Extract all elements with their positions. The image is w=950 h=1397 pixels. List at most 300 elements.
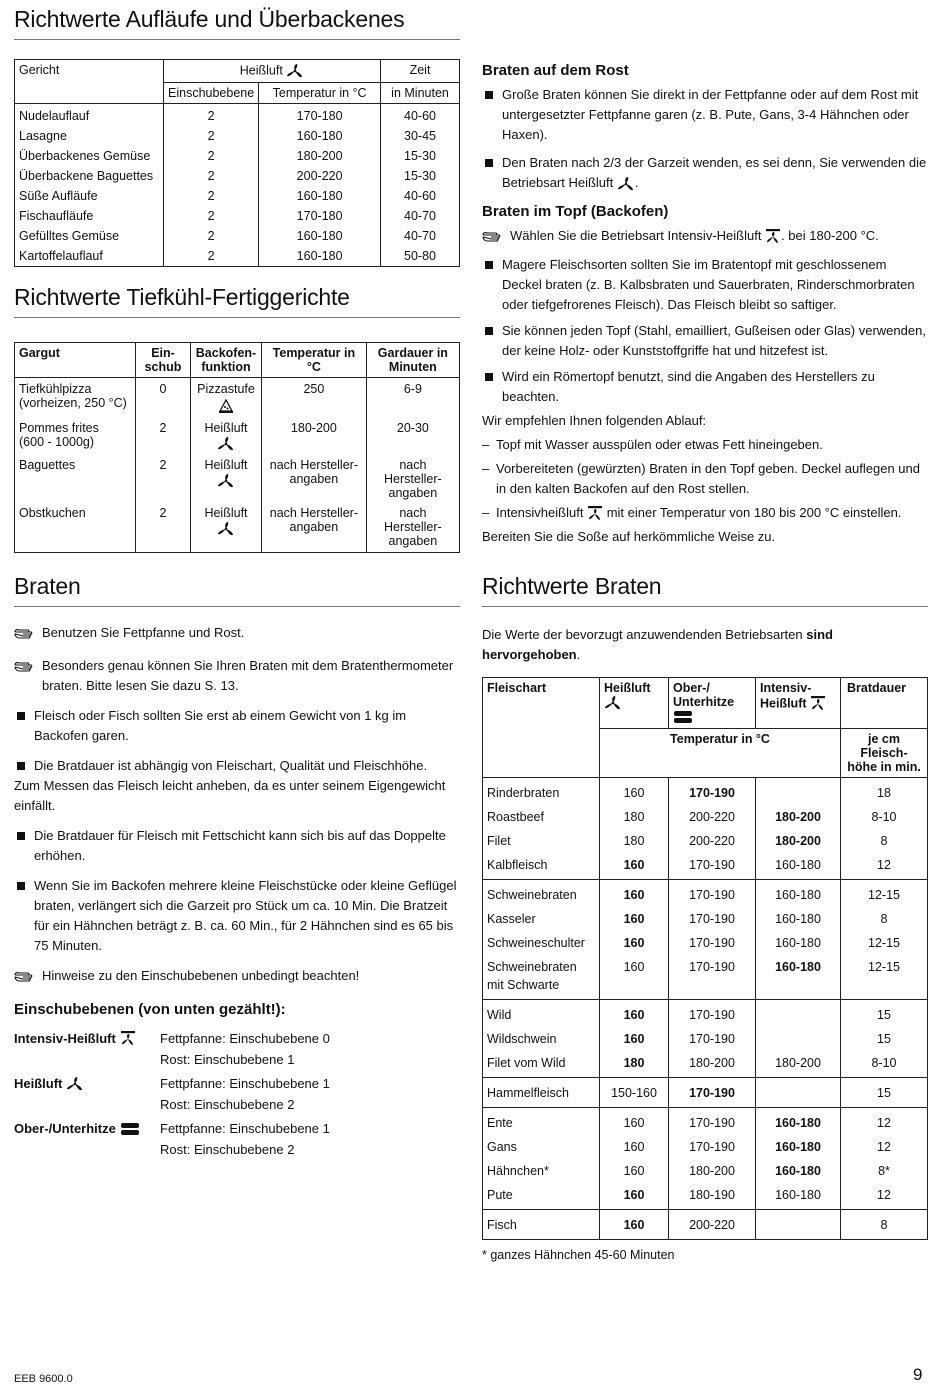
list-item-text: Die Bratdauer für Fleisch mit Fettschicht kann sich bis auf das Doppelte erhöhen. <box>34 828 446 863</box>
top-bottom-heat-icon <box>673 709 693 725</box>
backofen-cell <box>191 419 262 456</box>
intensiv-line1: Intensiv- <box>760 681 812 695</box>
list-item-body <box>34 826 460 866</box>
list-item <box>14 966 460 989</box>
meat-name: Rinderbraten <box>483 778 600 806</box>
list-item <box>482 153 928 193</box>
ebene-values <box>160 1073 330 1115</box>
heissluft-value: 160 <box>600 1000 669 1028</box>
dish-name: Kartoffelauflauf <box>15 246 164 267</box>
ablauf-list <box>482 435 928 499</box>
topf-hint <box>482 226 928 249</box>
topf-hint-main: Wählen Sie die Betriebsart Intensiv-Heißluft <box>510 228 762 243</box>
time: 40-60 <box>404 109 436 123</box>
temperature: 160-180 <box>259 126 381 146</box>
heissluft-value: 180 <box>600 1051 669 1078</box>
section-title-aufl: Richtwerte Aufläufe und Überbackenes <box>14 6 460 40</box>
intensiv-value <box>756 778 841 806</box>
col-header-heissluft <box>164 60 381 83</box>
intensive-fan-icon <box>765 228 781 246</box>
fan-icon <box>66 1076 84 1092</box>
heissluft-value: 160 <box>600 955 669 1000</box>
temperature: 160-180 <box>259 246 381 267</box>
gardauer-line1: Gardauer in <box>377 346 448 360</box>
fleisch-table <box>482 677 928 1240</box>
dish-name: Überbackenes Gemüse <box>15 146 164 166</box>
oberunter-value: 170-190 <box>669 1108 756 1136</box>
ebene-line2: Rost: Einschubebene 2 <box>160 1097 295 1112</box>
temp-cell <box>262 378 367 420</box>
list-item-body <box>502 153 928 193</box>
meat-name: Hammelfleisch <box>483 1078 600 1108</box>
gargut-cell <box>15 456 136 504</box>
temp-line1: 180-200 <box>290 421 337 435</box>
list-item-body <box>502 85 928 145</box>
list-item <box>14 876 460 956</box>
list-item <box>14 623 460 646</box>
oberunter-value: 170-190 <box>669 1027 756 1051</box>
heissluft-value: 160 <box>600 880 669 908</box>
rw-intro-post: . <box>576 647 581 662</box>
table-row <box>483 880 928 908</box>
meat-name: Filet <box>483 829 600 853</box>
gargut-cell <box>15 504 136 553</box>
fan-icon <box>617 176 635 192</box>
temperature: 160-180 <box>259 226 381 246</box>
ebenen-title: Einschubebenen (von unten gezählt!): <box>14 1001 286 1018</box>
meat-name: Gans <box>483 1135 600 1159</box>
col-header-temp: Temperatur in °C <box>259 83 381 104</box>
list-item-body <box>42 656 460 696</box>
rost-list <box>482 85 928 193</box>
table-row <box>483 1078 928 1108</box>
bullet-square-icon <box>485 91 493 99</box>
intensiv-value: 180-200 <box>756 805 841 829</box>
intensiv-value <box>756 1210 841 1240</box>
col-header-fl-temp: Temperatur in °C <box>600 729 841 778</box>
duration-value: 12 <box>877 858 891 872</box>
einschub: 2 <box>136 456 191 504</box>
bullet-square-icon <box>485 261 493 269</box>
table-row <box>483 1051 928 1078</box>
function-label: Heißluft <box>204 506 248 520</box>
time-line1: 6-9 <box>403 382 422 396</box>
list-item <box>482 321 928 361</box>
heissluft-value: 160 <box>600 1210 669 1240</box>
topf-hint-tail: . bei 180-200 °C. <box>781 228 879 243</box>
pointing-hand-icon <box>14 659 36 679</box>
intensiv-value <box>756 1027 841 1051</box>
list-item-text: Den Braten nach 2/3 der Garzeit wenden, es sei denn, Sie verwenden die Betriebsart Heißluft <box>502 155 927 190</box>
meat-name: Wildschwein <box>483 1027 600 1051</box>
list-item-text: Wird ein Römertopf benutzt, sind die Angaben des Herstellers zu beachten. <box>502 369 875 404</box>
col-header-jecm <box>841 729 928 778</box>
meat-name: Roastbeef <box>483 805 600 829</box>
ebene-row <box>14 1028 460 1070</box>
time: 40-70 <box>404 229 436 243</box>
meat-name: Schweinebraten <box>483 880 600 908</box>
oberunter-value: 170-190 <box>669 955 756 1000</box>
intensiv-value: 160-180 <box>756 1108 841 1136</box>
ober-line1: Ober-/ <box>673 681 710 695</box>
intensiv-line2 <box>760 695 836 713</box>
list-item-text: Sie können jeden Topf (Stahl, emailliert, Gußeisen oder Glas) verwenden, der keine Holz- oder Kunststoffgriffe hat und hitzefest ist. <box>502 323 926 358</box>
oberunter-value: 170-190 <box>669 1000 756 1028</box>
time-line1: 20-30 <box>396 421 429 435</box>
table-row <box>483 853 928 880</box>
backofen-cell <box>191 378 262 420</box>
ebene-values <box>160 1028 330 1070</box>
ebene-line1: Fettpfanne: Einschubebene 1 <box>160 1121 330 1136</box>
oberunter-value: 170-190 <box>669 1078 756 1108</box>
intensive-fan-icon <box>587 505 603 523</box>
temperature: 170-180 <box>259 104 381 127</box>
table-row <box>15 126 460 146</box>
oberunter-value: 180-200 <box>669 1159 756 1183</box>
time-line1: nach Hersteller- <box>384 458 442 486</box>
rw-intro-pre: Die Werte der bevorzugt anzuwendenden Betriebsarten <box>482 627 807 642</box>
ebene-label-text: Intensiv-Heißluft <box>14 1031 116 1046</box>
ablauf-last-post: mit einer Temperatur von 180 bis 200 °C einstellen. <box>606 505 902 520</box>
level: 2 <box>164 104 259 127</box>
gargut-note: (600 - 1000g) <box>19 435 95 449</box>
level: 2 <box>164 246 259 267</box>
ebene-label <box>14 1073 160 1094</box>
meat-name: Schweineschulter <box>483 931 600 955</box>
heissluft-value: 160 <box>600 1108 669 1136</box>
heissluft-value: 160 <box>600 853 669 880</box>
table-row <box>483 829 928 853</box>
col-header-bratdauer: Bratdauer <box>847 681 907 695</box>
intensiv-value: 160-180 <box>756 1135 841 1159</box>
duration-value: 8-10 <box>871 1056 897 1070</box>
col-header-ober <box>669 678 756 729</box>
oberunter-value: 170-190 <box>669 1135 756 1159</box>
ebene-label-text: Heißluft <box>14 1076 63 1091</box>
meat-name: Pute <box>483 1183 600 1210</box>
temperature: 180-200 <box>259 146 381 166</box>
list-item-body <box>14 756 460 816</box>
table-row <box>15 146 460 166</box>
col-header-ebene: Einschubebene <box>164 83 259 104</box>
intensive-fan-icon <box>810 695 826 713</box>
meat-name: Ente <box>483 1108 600 1136</box>
heissluft-value: 180 <box>600 805 669 829</box>
dash-marker: – <box>482 437 490 452</box>
time-line2: angaben <box>388 486 438 500</box>
tk-table <box>14 342 460 553</box>
heissluft-value: 160 <box>600 1159 669 1183</box>
page-number: 9 <box>913 1365 923 1384</box>
oberunter-value: 200-220 <box>669 829 756 853</box>
heissluft-value: 160 <box>600 931 669 955</box>
meat-name: Kasseler <box>483 907 600 931</box>
ablauf-item <box>482 435 928 455</box>
ebene-values <box>160 1118 330 1160</box>
temp-cell <box>262 504 367 553</box>
duration-value: 18 <box>877 786 891 800</box>
oberunter-value: 170-190 <box>669 853 756 880</box>
table-row <box>483 955 928 1000</box>
topf-title: Braten im Topf (Backofen) <box>482 203 669 220</box>
intensiv-value: 160-180 <box>756 880 841 908</box>
oberunter-value: 170-190 <box>669 931 756 955</box>
intensiv-value <box>756 1078 841 1108</box>
list-item-body <box>42 623 244 643</box>
meat-name: Kalbfleisch <box>483 853 600 880</box>
gargut-note: (vorheizen, 250 °C) <box>19 396 127 410</box>
col-header-backofen <box>191 343 262 378</box>
time-cell <box>366 419 459 456</box>
list-item-tail: . <box>634 175 639 190</box>
duration-value: 8-10 <box>871 810 897 824</box>
duration-value: 12-15 <box>868 960 900 974</box>
ober-line2-text: Unterhitze <box>673 695 735 709</box>
intensiv-value: 160-180 <box>756 931 841 955</box>
ebene-line2: Rost: Einschubebene 2 <box>160 1142 295 1157</box>
ebene-row <box>14 1118 460 1160</box>
level: 2 <box>164 166 259 186</box>
time: 30-45 <box>404 129 436 143</box>
list-item-text: Die Bratdauer ist abhängig von Fleischart, Qualität und Fleischhöhe. <box>34 758 428 773</box>
braten-list <box>14 623 460 989</box>
backofen-line1: Backofen- <box>195 346 257 360</box>
rw-intro-bold: sind hervorgehoben <box>482 627 833 662</box>
intensive-fan-icon <box>120 1030 136 1048</box>
rw-intro <box>482 625 928 665</box>
pointing-hand-icon <box>482 229 504 249</box>
gargut-name: Baguettes <box>19 458 76 472</box>
table-row <box>15 166 460 186</box>
footnote: * ganzes Hähnchen 45-60 Minuten <box>482 1248 675 1262</box>
duration-value: 15 <box>877 1086 891 1100</box>
heissluft-value: 160 <box>600 907 669 931</box>
top-bottom-heat-icon <box>120 1121 140 1137</box>
level: 2 <box>164 186 259 206</box>
sosse-text: Bereiten Sie die Soße auf herkömmliche Weise zu. <box>482 529 776 544</box>
temp-line1: 250 <box>303 382 325 396</box>
ebene-row <box>14 1073 460 1115</box>
list-item <box>482 255 928 315</box>
ebene-line1: Fettpfanne: Einschubebene 0 <box>160 1031 330 1046</box>
duration-value: 8 <box>880 1218 888 1232</box>
temperature: 160-180 <box>259 186 381 206</box>
ober-line2 <box>673 695 751 725</box>
gargut-cell <box>15 378 136 420</box>
table-row <box>483 1159 928 1183</box>
table-row <box>483 931 928 955</box>
time-line1: nach Hersteller- <box>384 506 442 534</box>
heissluft-value: 160 <box>600 778 669 806</box>
list-item-text: Magere Fleischsorten sollten Sie im Bratentopf mit geschlossenem Deckel braten (z. B. Kalbsbraten und Sauerbraten, Rinderschmorbraten oder tiefgefrorenes Fleisch). Das Fleisch bleibt so saftiger. <box>502 257 915 312</box>
backofen-line2: funktion <box>201 360 251 374</box>
time-line2: angaben <box>388 534 438 548</box>
pointing-hand-icon <box>14 969 36 989</box>
pizza-icon <box>195 397 257 415</box>
level: 2 <box>164 126 259 146</box>
ebene-line1: Fettpfanne: Einschubebene 1 <box>160 1076 330 1091</box>
bullet-square-icon <box>17 882 25 890</box>
duration-value: 12-15 <box>868 888 900 902</box>
einschub-line2: schub <box>144 360 182 374</box>
col-header-gardauer <box>366 343 459 378</box>
list-item-body <box>42 966 359 986</box>
duration-value: 12 <box>877 1116 891 1130</box>
heissluft-value: 160 <box>600 1027 669 1051</box>
col-header-fleischart: Fleischart <box>483 678 600 778</box>
intensiv-line2-text: Heißluft <box>760 696 807 711</box>
col-header-fl-heissluft <box>600 678 669 729</box>
table-row <box>483 1183 928 1210</box>
col-header-intensiv <box>756 678 841 729</box>
list-item-text: Benutzen Sie Fettpfanne und Rost. <box>42 625 245 640</box>
einschub: 2 <box>136 504 191 553</box>
table-row <box>483 1135 928 1159</box>
temp-line1: nach Hersteller- <box>269 506 358 520</box>
right-column <box>482 62 928 1262</box>
temp-line1: nach Hersteller- <box>269 458 358 472</box>
section-title-braten: Braten <box>14 573 460 607</box>
ablauf-intro: Wir empfehlen Ihnen folgenden Ablauf: <box>482 413 707 428</box>
table-row <box>15 186 460 206</box>
table-row <box>483 805 928 829</box>
temperature: 200-220 <box>259 166 381 186</box>
table-row <box>483 907 928 931</box>
list-item <box>14 756 460 816</box>
list-item-body <box>34 706 460 746</box>
intensiv-value: 180-200 <box>756 829 841 853</box>
fan-icon <box>195 521 257 537</box>
ablauf-text: Topf mit Wasser ausspülen oder etwas Fett hineingeben. <box>496 437 823 452</box>
table-row <box>15 419 460 456</box>
col-header-min: in Minuten <box>391 86 449 100</box>
heissluft-value: 160 <box>600 1135 669 1159</box>
ebenen-list <box>14 1028 460 1160</box>
list-item-text: Große Braten können Sie direkt in der Fettpfanne oder auf dem Rost mit untergesetzter Fettpfanne garen (z. B. Pute, Gans, 3-4 Hähnchen oder Haxen). <box>502 87 919 142</box>
fan-icon <box>604 695 622 711</box>
backofen-cell <box>191 456 262 504</box>
temperature: 170-180 <box>259 206 381 226</box>
level: 2 <box>164 146 259 166</box>
dish-name: Gefülltes Gemüse <box>15 226 164 246</box>
section-title-tk: Richtwerte Tiefkühl-Fertiggerichte <box>14 284 460 318</box>
function-label: Pizzastufe <box>197 382 255 396</box>
gargut-name: Obstkuchen <box>19 506 86 520</box>
time-cell <box>366 504 459 553</box>
table-row <box>15 206 460 226</box>
duration-value: 15 <box>877 1032 891 1046</box>
backofen-cell <box>191 504 262 553</box>
jecm-line2: höhe in min. <box>847 760 921 774</box>
meat-name: Fisch <box>483 1210 600 1240</box>
fan-icon <box>286 63 304 79</box>
fl-heissluft-label: Heißluft <box>604 681 651 695</box>
jecm-line1: je cm Fleisch- <box>860 732 908 760</box>
ebene-label <box>14 1028 160 1049</box>
col-header-gericht: Gericht <box>15 60 164 104</box>
list-item-text: Besonders genau können Sie Ihren Braten mit dem Bratenthermometer braten. Bitte lesen Sie dazu S. 13. <box>42 658 454 693</box>
duration-value: 8* <box>878 1164 890 1178</box>
table-row <box>483 1000 928 1028</box>
temp-cell <box>262 419 367 456</box>
time: 15-30 <box>404 149 436 163</box>
duration-value: 12 <box>877 1188 891 1202</box>
level: 2 <box>164 226 259 246</box>
meat-name: Schweinebraten mit Schwarte <box>483 955 600 1000</box>
table-row <box>483 778 928 806</box>
bullet-square-icon <box>17 762 25 770</box>
temp-cell <box>262 456 367 504</box>
col-header-gargut: Gargut <box>15 343 136 378</box>
time: 40-70 <box>404 209 436 223</box>
topf-hint-text <box>510 226 879 246</box>
bullet-square-icon <box>485 327 493 335</box>
intensiv-value: 160-180 <box>756 1183 841 1210</box>
oberunter-value: 170-190 <box>669 880 756 908</box>
table-row <box>483 1210 928 1240</box>
intensiv-value: 160-180 <box>756 955 841 1000</box>
heissluft-value: 150-160 <box>600 1078 669 1108</box>
time-cell <box>366 378 459 420</box>
section-title-rw-braten: Richtwerte Braten <box>482 573 928 607</box>
footer-code: EEB 9600.0 <box>14 1373 73 1385</box>
intensiv-value: 180-200 <box>756 1051 841 1078</box>
fan-icon <box>195 473 257 489</box>
ebene-label-text: Ober-/Unterhitze <box>14 1121 116 1136</box>
table-row <box>15 226 460 246</box>
duration-value: 12-15 <box>868 936 900 950</box>
table-row <box>483 1027 928 1051</box>
dish-name: Fischaufläufe <box>15 206 164 226</box>
oberunter-value: 200-220 <box>669 805 756 829</box>
function-label: Heißluft <box>204 458 248 472</box>
time: 50-80 <box>404 249 436 263</box>
list-item-text: Hinweise zu den Einschubebenen unbedingt beachten! <box>42 968 360 983</box>
bullet-square-icon <box>485 373 493 381</box>
dish-name: Nudelauflauf <box>15 104 164 127</box>
time-cell <box>366 456 459 504</box>
gargut-cell <box>15 419 136 456</box>
fan-icon <box>195 436 257 452</box>
dish-name: Süße Aufläufe <box>15 186 164 206</box>
ablauf-item-last: – Intensivheißluft mit einer Temperatur von 180 bis 200 °C einstellen. <box>482 503 928 523</box>
ebene-label <box>14 1118 160 1139</box>
duration-value: 15 <box>877 1008 891 1022</box>
left-column <box>14 6 460 1163</box>
meat-name: Wild <box>483 1000 600 1028</box>
oberunter-value: 170-190 <box>669 907 756 931</box>
oberunter-value: 180-200 <box>669 1051 756 1078</box>
meat-name: Filet vom Wild <box>483 1051 600 1078</box>
duration-value: 8 <box>880 834 888 848</box>
ablauf-item <box>482 459 928 499</box>
table-row <box>15 246 460 267</box>
table-row <box>15 378 460 420</box>
intensiv-value: 160-180 <box>756 907 841 931</box>
gargut-name: Pommes frites <box>19 421 99 435</box>
oberunter-value: 200-220 <box>669 1210 756 1240</box>
temp-line2: angaben <box>289 520 339 534</box>
table-row <box>15 504 460 553</box>
list-item <box>482 367 928 407</box>
meat-name: Hähnchen* <box>483 1159 600 1183</box>
einschub: 2 <box>136 419 191 456</box>
function-label: Heißluft <box>204 421 248 435</box>
intensiv-value <box>756 1000 841 1028</box>
table-row <box>15 104 460 127</box>
list-item-text: Fleisch oder Fisch sollten Sie erst ab einem Gewicht von 1 kg im Backofen garen. <box>34 708 407 743</box>
intensiv-value: 160-180 <box>756 853 841 880</box>
